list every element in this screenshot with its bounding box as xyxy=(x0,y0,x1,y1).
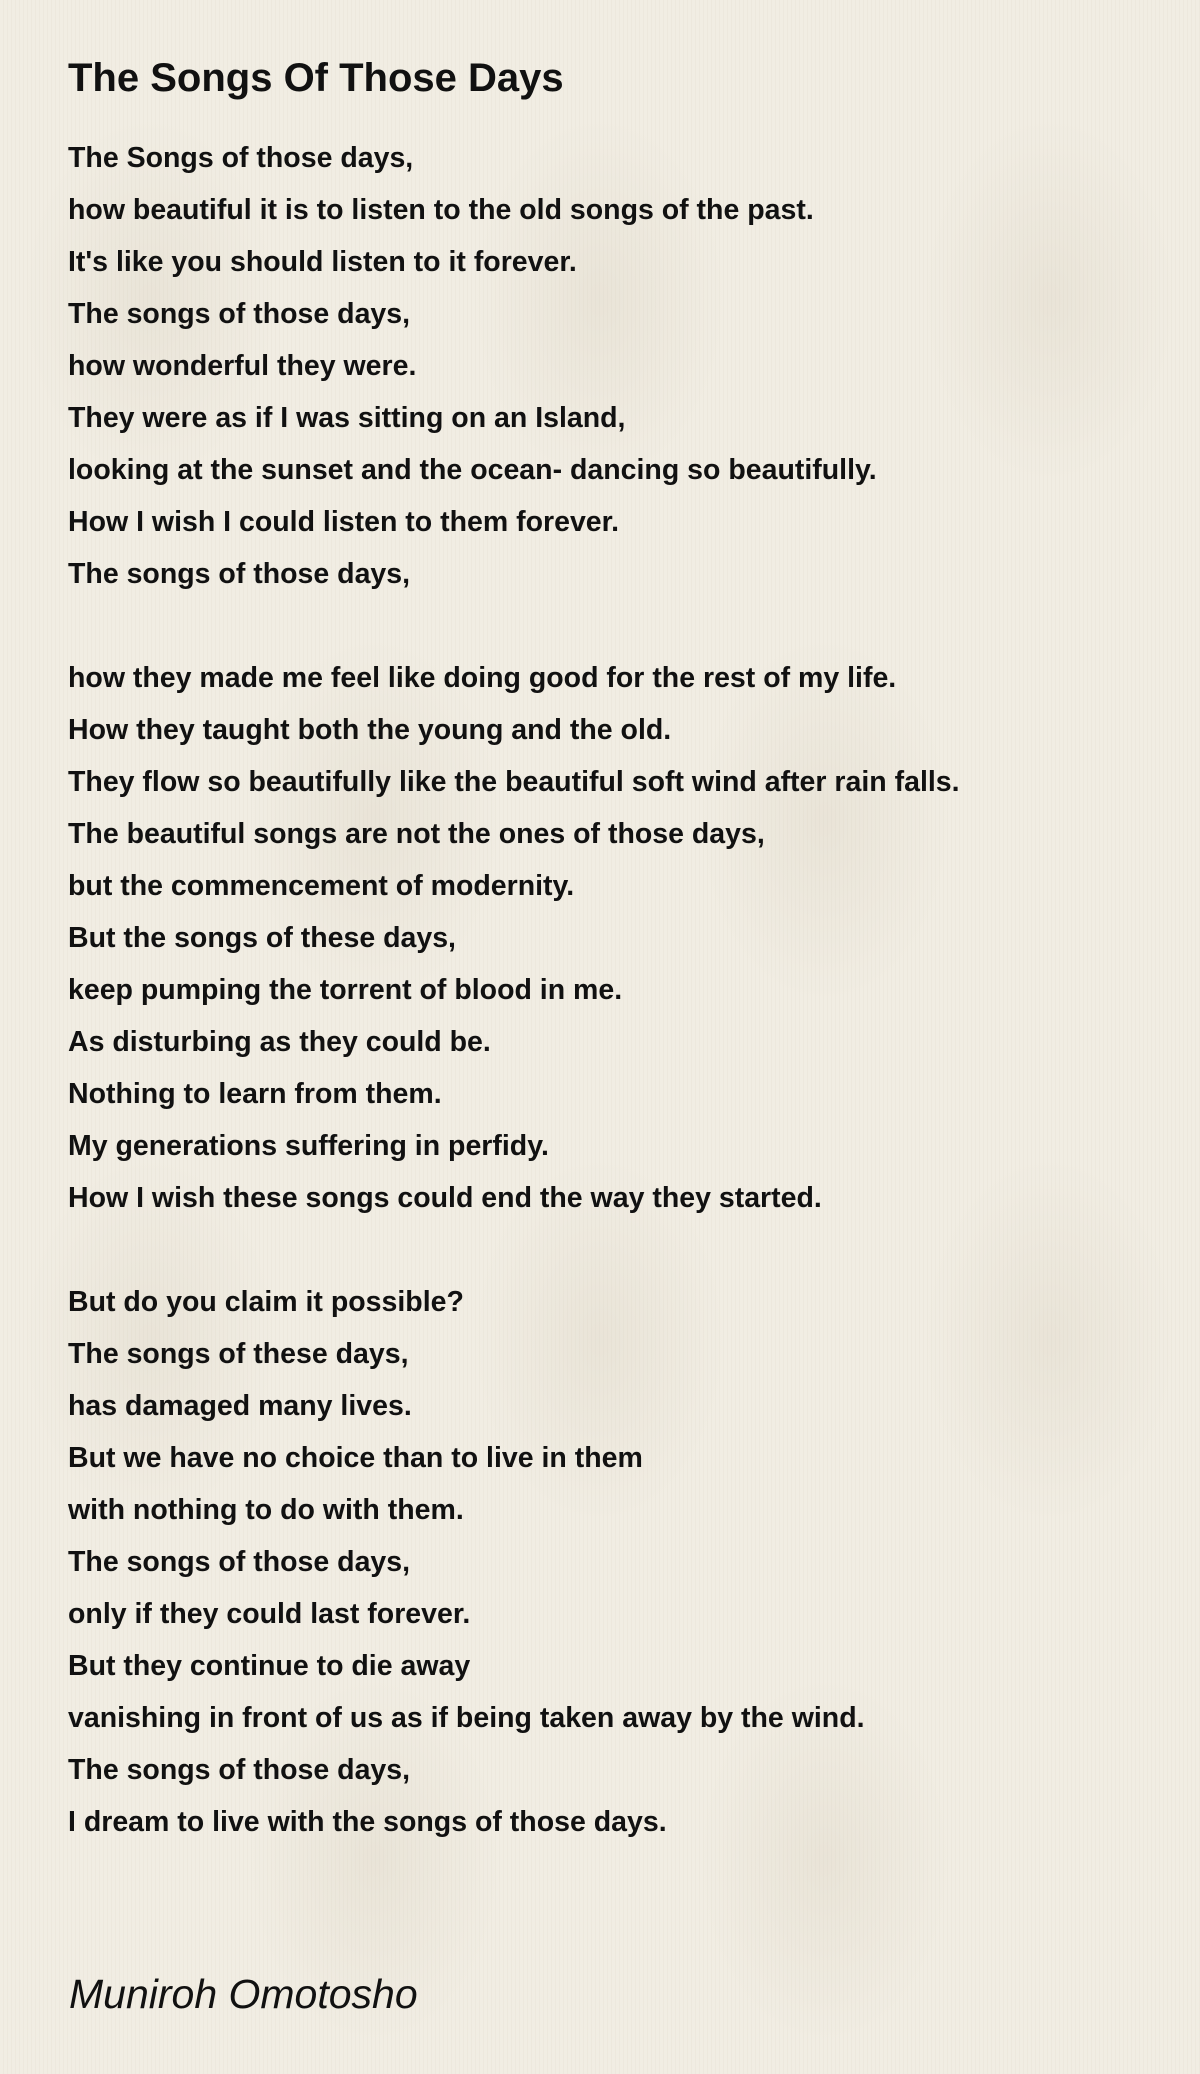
poem-line: My generations suffering in perfidy. xyxy=(68,1130,549,1162)
poem-line: The songs of those days, xyxy=(68,558,411,590)
poem-line: But they continue to die away xyxy=(68,1650,471,1682)
poem-line: But the songs of these days, xyxy=(68,922,456,954)
poem-line: They were as if I was sitting on an Island, xyxy=(68,402,626,434)
poem-title: The Songs Of Those Days xyxy=(68,56,564,100)
poem-line: But do you claim it possible? xyxy=(68,1286,464,1318)
poem-line: The songs of those days, xyxy=(68,298,411,330)
poem-line: The songs of these days, xyxy=(68,1338,409,1370)
poem-line: The songs of those days, xyxy=(68,1546,411,1578)
poem-line: keep pumping the torrent of blood in me. xyxy=(68,974,623,1006)
poem-line: They flow so beautifully like the beautiful soft wind after rain falls. xyxy=(68,766,960,798)
poem-line: Nothing to learn from them. xyxy=(68,1078,442,1110)
poem-line: with nothing to do with them. xyxy=(68,1494,464,1526)
poem-line: but the commencement of modernity. xyxy=(68,870,575,902)
stanza-1 xyxy=(68,132,1168,600)
poem-line: How they taught both the young and the old. xyxy=(68,714,672,746)
poem-line: As disturbing as they could be. xyxy=(68,1026,491,1058)
poem-line: I dream to live with the songs of those days. xyxy=(68,1806,667,1838)
poem-line: It's like you should listen to it forever. xyxy=(68,246,577,278)
poem-line: But we have no choice than to live in them xyxy=(68,1442,643,1474)
poem-line: looking at the sunset and the ocean- dancing so beautifully. xyxy=(68,454,877,486)
stanza-2 xyxy=(68,652,1168,1224)
poem-line: how wonderful they were. xyxy=(68,350,417,382)
poem-line: only if they could last forever. xyxy=(68,1598,471,1630)
poem-line: The Songs of those days, xyxy=(68,142,414,174)
poem-line: vanishing in front of us as if being taken away by the wind. xyxy=(68,1702,865,1734)
poem-page xyxy=(68,50,1168,1848)
poem-line: how they made me feel like doing good for the rest of my life. xyxy=(68,662,897,694)
poem-author: Muniroh Omotosho xyxy=(69,1971,418,2017)
poem-line: How I wish these songs could end the way they started. xyxy=(68,1182,822,1214)
poem-line: How I wish I could listen to them forever. xyxy=(68,506,620,538)
stanza-3 xyxy=(68,1276,1168,1848)
poem-line: how beautiful it is to listen to the old songs of the past. xyxy=(68,194,814,226)
poem-line: The songs of those days, xyxy=(68,1754,411,1786)
poem-line: has damaged many lives. xyxy=(68,1390,412,1422)
poem-line: The beautiful songs are not the ones of those days, xyxy=(68,818,765,850)
